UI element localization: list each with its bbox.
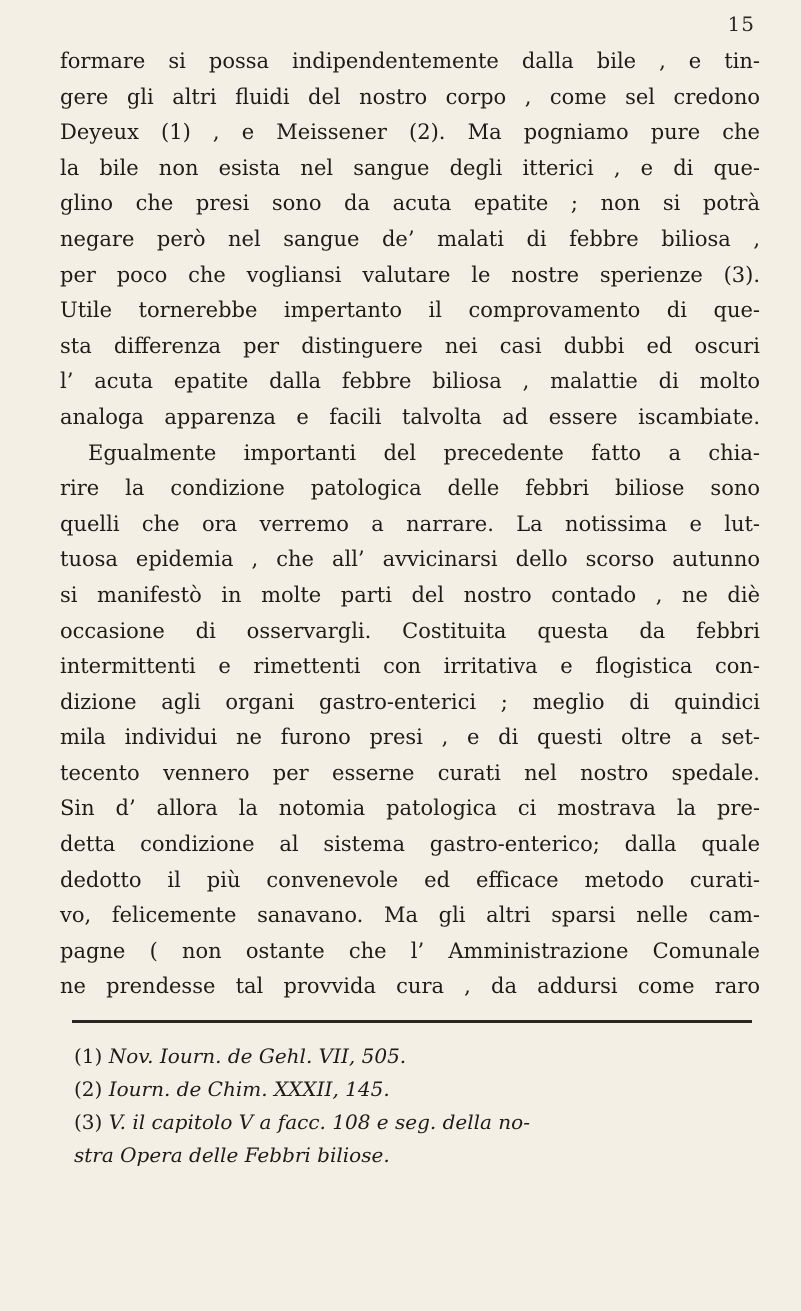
footnote-mark: (3): [74, 1110, 103, 1134]
text-line: tecento vennero per esserne curati nel nostro spedale.: [60, 760, 760, 785]
text-line: occasione di osservargli. Costituita questa da febbri: [60, 618, 760, 643]
footnote-3-continuation: stra Opera delle Febbri biliose.: [74, 1143, 390, 1167]
text-line: vo, felicemente sanavano. Ma gli altri sparsi nelle cam-: [60, 903, 760, 928]
text-line: sta differenza per distinguere nei casi dubbi ed oscuri: [60, 333, 760, 358]
text-line: glino che presi sono da acuta epatite ; non si potrà: [60, 191, 760, 216]
footnote-1: [74, 1040, 754, 1073]
footnotes: [74, 1040, 754, 1172]
text-line: Deyeux (1) , e Meissener (2). Ma pogniamo pure che: [60, 120, 760, 145]
text-line: Egualmente importanti del precedente fatto a chia-: [88, 440, 760, 465]
footnote-divider: [72, 1020, 752, 1023]
footnote-mark: (1): [74, 1044, 103, 1068]
body-text: [60, 44, 760, 1005]
text-line: Sin d’ allora la notomia patologica ci mostrava la pre-: [60, 796, 760, 821]
text-line: dedotto il più convenevole ed efficace metodo curati-: [60, 867, 760, 892]
footnote-2: [74, 1073, 754, 1106]
text-line: analoga apparenza e facili talvolta ad essere iscambiate.: [60, 404, 760, 429]
page-number: 15: [727, 12, 755, 36]
text-line: negare però nel sangue de’ malati di febbre biliosa ,: [60, 226, 760, 251]
text-line: la bile non esista nel sangue degli itterici , e di que-: [60, 155, 760, 180]
text-line: per poco che vogliansi valutare le nostre sperienze (3).: [60, 262, 760, 287]
text-line: quelli che ora verremo a narrare. La notissima e lut-: [60, 511, 760, 536]
text-line: Utile tornerebbe impertanto il comprovamento di que-: [60, 298, 760, 323]
footnote-text: Iourn. de Chim. XXXII, 145.: [108, 1077, 390, 1101]
text-line: l’ acuta epatite dalla febbre biliosa , malattie di molto: [60, 369, 760, 394]
text-line: pagne ( non ostante che l’ Amministrazione Comunale: [60, 938, 760, 963]
text-line: ne prendesse tal provvida cura , da addursi come raro: [60, 974, 760, 999]
text-line: tuosa epidemia , che all’ avvicinarsi dello scorso autunno: [60, 547, 760, 572]
text-line: gere gli altri fluidi del nostro corpo , come sel credono: [60, 84, 760, 109]
text-line: intermittenti e rimettenti con irritativa e flogistica con-: [60, 654, 760, 679]
footnote-mark: (2): [74, 1077, 103, 1101]
footnote-text: V. il capitolo V a facc. 108 e seg. della no-: [108, 1110, 530, 1134]
text-line: mila individui ne furono presi , e di questi oltre a set-: [60, 725, 760, 750]
text-line: detta condizione al sistema gastro-enterico; dalla quale: [60, 832, 760, 857]
footnote-3: [74, 1106, 754, 1139]
text-line: dizione agli organi gastro-enterici ; meglio di quindici: [60, 689, 760, 714]
text-line: si manifestò in molte parti del nostro contado , ne diè: [60, 582, 760, 607]
text-line: formare si possa indipendentemente dalla bile , e tin-: [60, 49, 760, 73]
text-line: rire la condizione patologica delle febbri biliose sono: [60, 476, 760, 501]
footnote-text: Nov. Iourn. de Gehl. VII, 505.: [108, 1044, 407, 1068]
